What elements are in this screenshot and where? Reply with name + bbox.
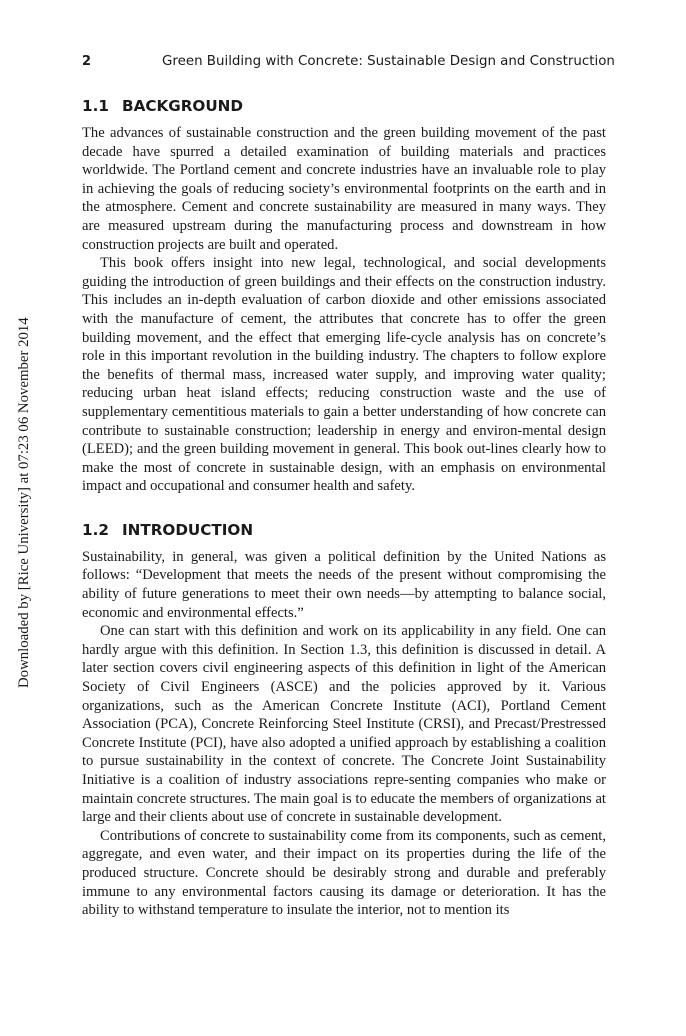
section-number: 1.2 bbox=[82, 520, 109, 539]
section-heading-introduction bbox=[82, 520, 606, 540]
page-number: 2 bbox=[82, 54, 92, 69]
section-heading-background bbox=[82, 96, 606, 116]
page-body bbox=[82, 96, 606, 920]
paragraph: Contributions of concrete to sustainability come from its components, such as cement, aggregate, and even water, and their impact on its properties during the life of the produced structure. Concrete should be desirably strong and durable and preferably immune to any environmental factors causing its damage or deterioration. It has the ability to withstand temperature to insulate the interior, not to mention its bbox=[82, 827, 606, 919]
download-watermark: Downloaded by [Rice University] at 07:23 06 November 2014 bbox=[16, 317, 32, 688]
paragraph: This book offers insight into new legal, technological, and social developments guiding the introduction of green buildings and their effects on the construction industry. This includes an in-depth evaluation of carbon dioxide and other emissions associated with the manufacture of cement, the attributes that concrete has to offer the green building movement, and the effect that emerging life-cycle analysis has on concrete’s role in this important revolution in the building industry. The chapters to follow explore the benefits of thermal mass, increased water supply, and improving water quality; reducing urban heat island effects; reducing construction waste and the use of supplementary cementitious materials to gain a better understanding of how concrete can contribute to sustainable construction; leadership in energy and environ-mental design (LEED); and the green building movement in general. This book out-lines clearly how to make the most of concrete in sustainable design, with an emphasis on environmental impact and occupational and consumer health and safety. bbox=[82, 255, 606, 495]
section-title: INTRODUCTION bbox=[122, 520, 254, 539]
paragraph: Sustainability, in general, was given a political definition by the United Nations as follows: “Development that meets the needs of the present without compromising the ability of future generations to meet their own needs—by attempting to balance social, economic and environmental effects.” bbox=[82, 548, 606, 621]
paragraph: One can start with this definition and work on its applicability in any field. One can hardly argue with this definition. In Section 1.3, this definition is discussed in detail. A later section covers civil engineering aspects of this definition in light of the American Society of Civil Engineers (ASCE) and the policies approved by it. Various organizations, such as the American Concrete Institute (ACI), Portland Cement Association (PCA), Concrete Reinforcing Steel Institute (CRSI), and Precast/Prestressed Concrete Institute (PCI), have also adopted a unified approach by establishing a coalition to pursue sustainability in the context of concrete. The Concrete Joint Sustainability Initiative is a coalition of industry associations repre-senting companies who make or maintain concrete structures. The main goal is to educate the members of organizations at large and their clients about use of concrete in sustainable development. bbox=[82, 623, 606, 826]
section-number: 1.1 bbox=[82, 97, 109, 115]
section-title: BACKGROUND bbox=[122, 97, 243, 115]
running-head-title: Green Building with Concrete: Sustainable Design and Construction bbox=[162, 54, 615, 69]
paragraph: The advances of sustainable construction and the green building movement of the past decade have spurred a detailed examination of building materials and practices worldwide. The Portland cement and concrete industries have an invaluable role to play in achieving the goals of reducing society’s environmental footprints on the earth and in the atmosphere. Cement and concrete sustainability are measured in many ways. They are measured upstream during the manufacturing process and downstream in how construction projects are built and operated. bbox=[82, 125, 606, 253]
